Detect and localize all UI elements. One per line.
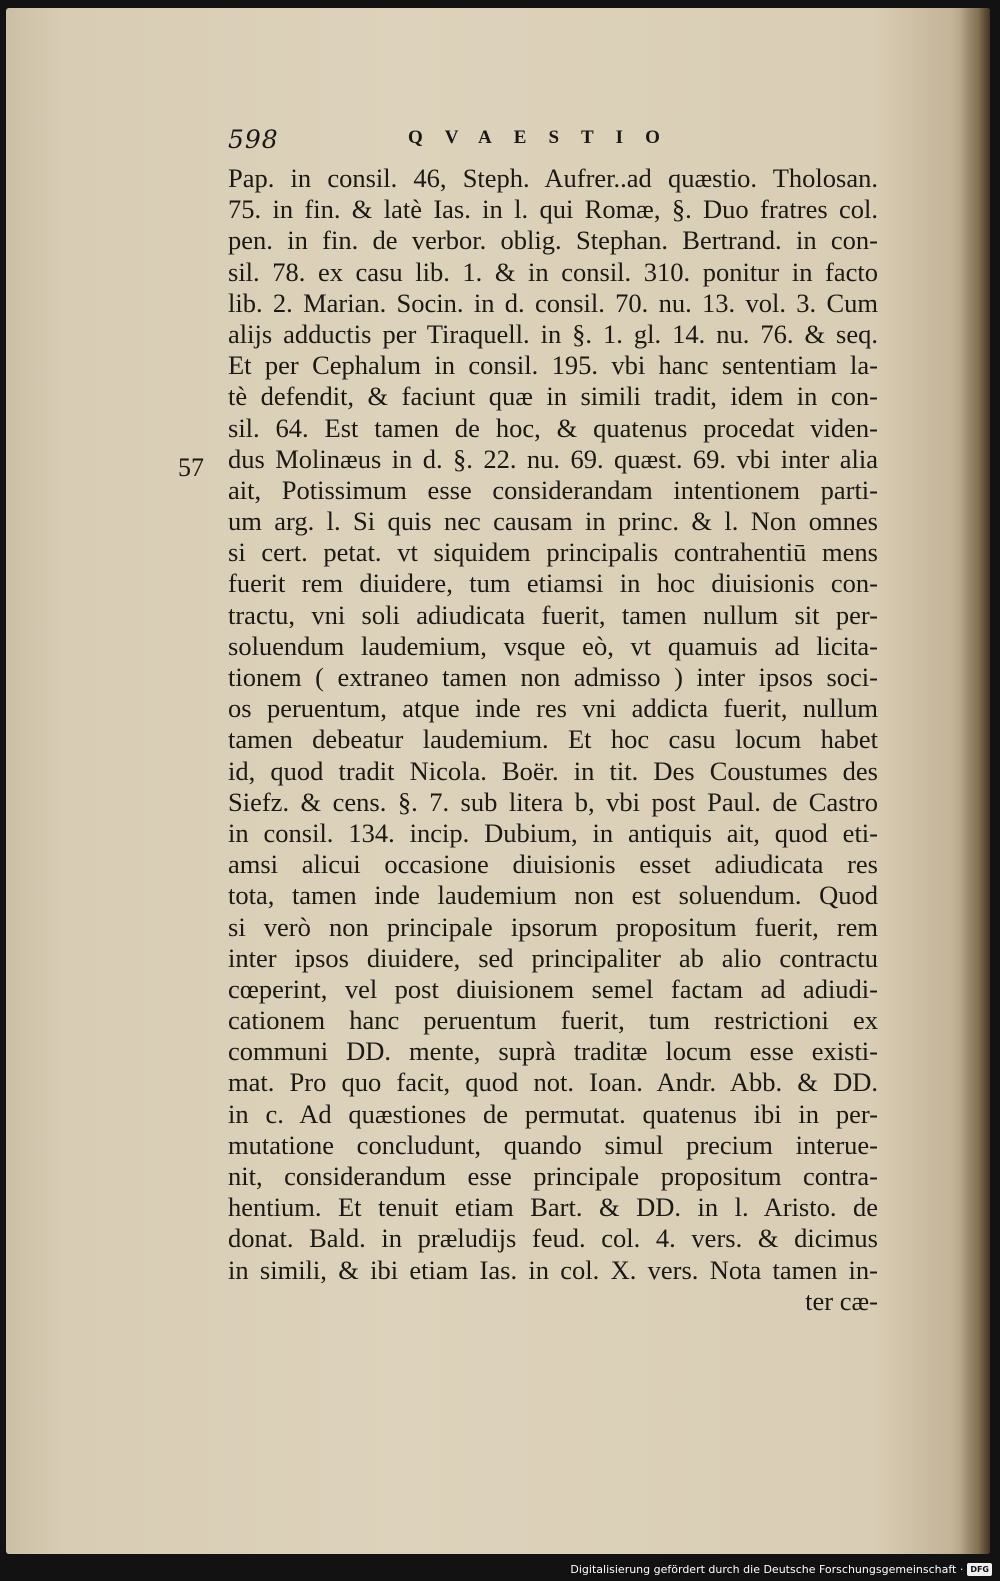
text-line: id, quod tradit Nicola. Boër. in tit. Des Coustumes des <box>228 755 878 786</box>
text-line: dus Molinæus in d. §. 22. nu. 69. quæst. 69. vbi inter alia <box>228 443 878 474</box>
body-text <box>228 163 878 1317</box>
text-line: ait, Potissimum esse considerandam intentionem parti- <box>228 474 878 505</box>
text-line: mat. Pro quo facit, quod not. Ioan. Andr. Abb. & DD. <box>228 1067 878 1098</box>
text-line: tamen debeatur laudemium. Et hoc casu locum habet <box>228 724 878 755</box>
text-line: inter ipsos diuidere, sed principaliter ab alio contractu <box>228 942 878 973</box>
page-number: 598 <box>228 125 279 154</box>
text-line: in consil. 134. incip. Dubium, in antiquis ait, quod eti- <box>228 817 878 848</box>
text-line: donat. Bald. in præludijs feud. col. 4. vers. & dicimus <box>228 1223 878 1254</box>
text-line: cœperint, vel post diuisionem semel factam ad adiudi- <box>228 973 878 1004</box>
text-line: sil. 64. Est tamen de hoc, & quatenus procedat viden- <box>228 412 878 443</box>
page-edge-shadow <box>960 8 990 1554</box>
running-head <box>228 125 748 165</box>
text-line: tionem ( extraneo tamen non admisso ) inter ipsos soci- <box>228 662 878 692</box>
text-line: um arg. l. Si quis nec causam in princ. & l. Non omnes <box>228 506 878 537</box>
footer-credit-text: Digitalisierung gefördert durch die Deutsche Forschungsgemeinschaft · <box>570 1562 964 1576</box>
text-line: nit, considerandum esse principale propositum contra- <box>228 1161 878 1191</box>
text-line: in simili, & ibi etiam Ias. in col. X. vers. Nota tamen in- <box>228 1254 878 1285</box>
text-line: tractu, vni soli adiudicata fuerit, tamen nullum sit per- <box>228 599 878 630</box>
text-line: pen. in fin. de verbor. oblig. Stephan. Bertrand. in con- <box>228 225 878 256</box>
text-line: os peruentum, atque inde res vni addicta fuerit, nullum <box>228 693 878 724</box>
text-line: Siefz. & cens. §. 7. sub litera b, vbi post Paul. de Castro <box>228 786 878 817</box>
text-line: soluendum laudemium, vsque eò, vt quamuis ad licita- <box>228 630 878 661</box>
header-title: QVAESTIO <box>408 127 682 148</box>
text-line: tè defendit, & faciunt quæ in simili tradit, idem in con- <box>228 381 878 412</box>
text-line: Pap. in consil. 46, Steph. Aufrer..ad quæstio. Tholosan. <box>228 163 878 193</box>
text-line: mutatione concludunt, quando simul precium interue- <box>228 1129 878 1160</box>
text-line: communi DD. mente, suprà traditæ locum esse existi- <box>228 1036 878 1067</box>
text-line: fuerit rem diuidere, tum etiamsi in hoc diuisionis con- <box>228 568 878 599</box>
text-line: hentium. Et tenuit etiam Bart. & DD. in l. Aristo. de <box>228 1192 878 1223</box>
text-line: 75. in fin. & latè Ias. in l. qui Romæ, §. Duo fratres col. <box>228 194 878 225</box>
text-line: lib. 2. Marian. Socin. in d. consil. 70. nu. 13. vol. 3. Cum <box>228 287 878 318</box>
margin-note-number: 57 <box>178 453 204 482</box>
text-line: alijs adductis per Tiraquell. in §. 1. gl. 14. nu. 76. & seq. <box>228 318 878 349</box>
text-line: amsi alicui occasione diuisionis esset adiudicata res <box>228 849 878 880</box>
text-line: cationem hanc peruentum fuerit, tum restrictioni ex <box>228 1005 878 1036</box>
catchword: ter cæ- <box>805 1285 878 1316</box>
text-line: si cert. petat. vt siquidem principalis contrahentiū mens <box>228 537 878 568</box>
text-line: in c. Ad quæstiones de permutat. quatenus ibi in per- <box>228 1098 878 1129</box>
text-line: sil. 78. ex casu lib. 1. & in consil. 310. ponitur in facto <box>228 256 878 287</box>
dfg-logo-icon: DFG <box>967 1563 992 1576</box>
text-line: si verò non principale ipsorum propositum fuerit, rem <box>228 911 878 942</box>
footer-credit <box>570 1561 992 1577</box>
text-line: tota, tamen inde laudemium non est soluendum. Quod <box>228 880 878 911</box>
text-line: Et per Cephalum in consil. 195. vbi hanc sententiam la- <box>228 350 878 381</box>
